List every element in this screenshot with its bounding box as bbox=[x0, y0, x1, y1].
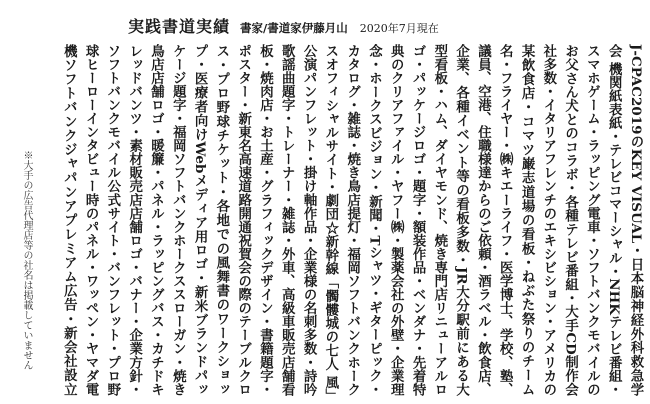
artist-label: 書家/ bbox=[240, 21, 268, 35]
achievements-body bbox=[56, 44, 646, 396]
artist-name: 書道家伊藤月山 bbox=[267, 21, 348, 35]
footnote: ※大手の広告代理店等の社名は掲載していません bbox=[21, 150, 32, 370]
page-header bbox=[128, 14, 439, 37]
as-of-date: 2020年7月現在 bbox=[359, 22, 439, 35]
page-title: 実践書道実績 bbox=[128, 17, 231, 36]
achievements-list-text: J-CPAC2019のKEY VISUAL・日本脳神経外科救急学会 機関紙表紙・テレビコマーシャル・NHKテレビ番組・スマホゲーム・ラッピング電車・ソフトバンクモバイルのお父さん犬とのコラボ・各種テレビ番組・大手CD制作会社多数・イタリアフレンチのエキシビション・アメリカの某飲食店・コマツ巌志道場の看板・ねぶた祭りのチーム名・フライヤー・㈱キエーライフ・医学博士、学校、塾、議員、空港、住職様達からのご依頼・酒ラベル・飲食店、企業、各種イベント等の看板多数・JR大分駅前にある大型看板・ハム、ダイヤモンド、焼き専門店リニューアルロゴ・パッケージロゴ・題字・額装作品・ベンダナ・先着特典のクリアファイル・ヤフー㈱・製薬会社の外壁・企業理念・ホークスビジョン・新聞・Tシャツ・ギターピック・カタログ・雑誌・焼き鳥店提灯・福岡ソフトバンクホークスオフィシャルサイト・劇団☆新幹線「髑髏城の七人 風」公演パンフレット・掛け軸作品・企業様の名刺多数・詩吟歌謡曲題字・トレーナー・雑誌・外車、高級車販売店舗看板・焼肉店・お土産・グラフィックデザイン・書籍題字・ポスター・新東名高速道路開通祝賀会の際のテーブルクロス・プロ野球チケット・各地での風舞書のワークショップ・医療者向けWebメディア用ロゴ・新米ブランドパッケージ題字・福岡ソフトバンクホークススローガン・焼き鳥店店舗ロゴ・暖簾・パネル・ラッピングバス・カチドキレッドバンツ・素材販売店店舗ロゴ・バナー・企業方針・ソフトバンクモバイル公式サイト・バンフレット・プロ野球ヒーローインタビュー時のパネル・ワッペン・ヤマダ電機ソフトバンクジャパンアプレミアム広告・新会社設立 bbox=[61, 44, 644, 396]
